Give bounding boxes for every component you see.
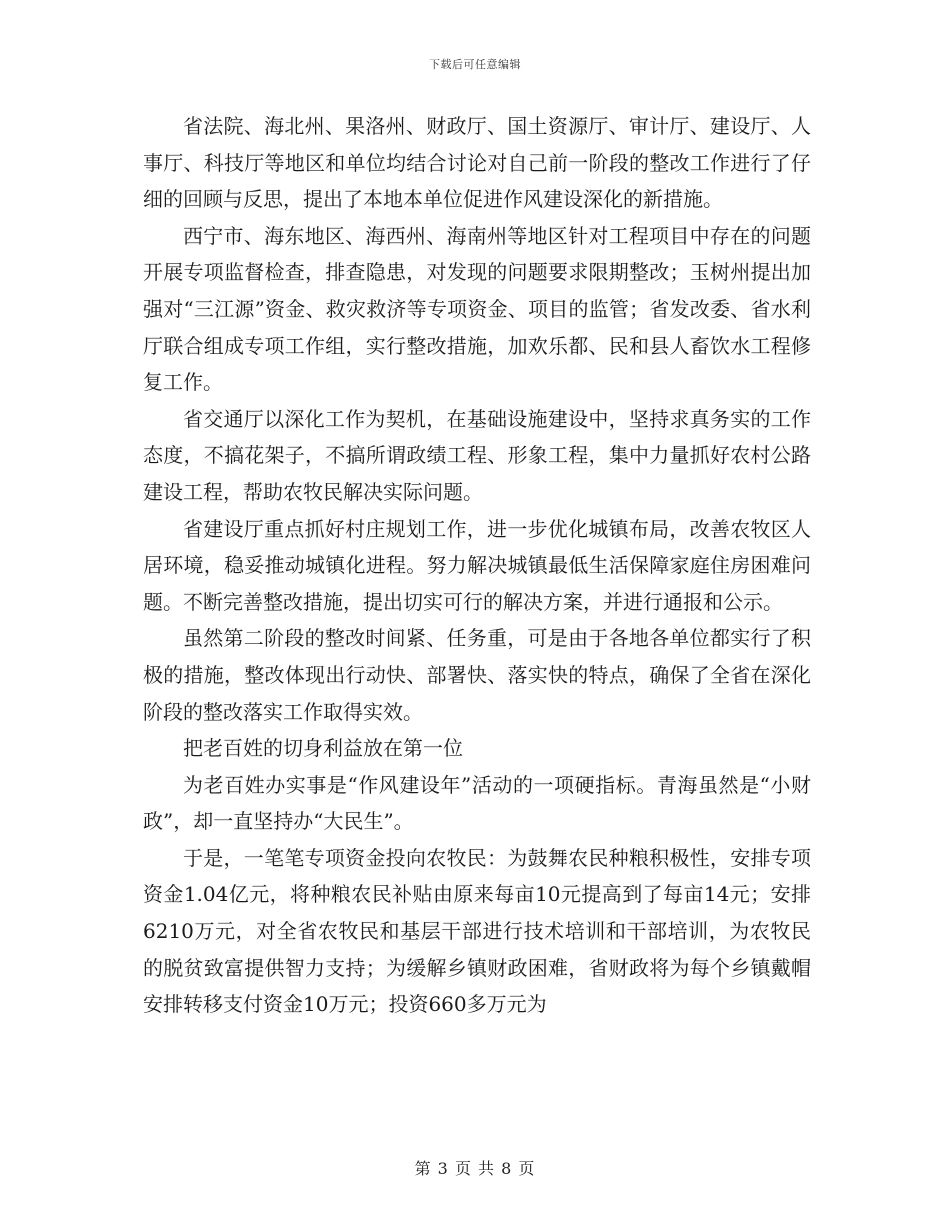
paragraph-6: 为老百姓办实事是“作风建设年”活动的一项硬指标。青海虽然是“小财政”，却一直坚持办“大民生”。 (143, 772, 811, 834)
paragraph-2: 西宁市、海东地区、海西州、海南州等地区针对工程项目中存在的问题开展专项监督检查，排查隐患，对发现的问题要求限期整改；玉树州提出加强对“三江源”资金、救灾救济等专项资金、项目的监管；省发改委、省水利厅联合组成专项工作组，实行整改措施，加欢乐都、民和县人畜饮水工程修复工作。 (143, 223, 811, 395)
document-body (143, 108, 811, 1023)
paragraph-5: 虽然第二阶段的整改时间紧、任务重，可是由于各地各单位都实行了积极的措施，整改体现出行动快、部署快、落实快的特点，确保了全省在深化阶段的整改落实工作取得实效。 (143, 626, 811, 724)
page-footer: 第 3 页 共 8 页 (414, 1159, 536, 1178)
section-heading: 把老百姓的切身利益放在第一位 (183, 736, 463, 761)
paragraph-4: 省建设厅重点抓好村庄规划工作，进一步优化城镇布局，改善农牧区人居环境，稳妥推动城镇化进程。努力解决城镇最低生活保障家庭住房困难问题。不断完善整改措施，提出切实可行的解决方案，并进行通报和公示。 (143, 516, 811, 614)
paragraph-7: 于是，一笔笔专项资金投向农牧民：为鼓舞农民种粮积极性，安排专项资金1.04亿元，将种粮农民补贴由原来每亩10元提高到了每亩14元；安排6210万元，对全省农牧民和基层干部进行技术培训和干部培训，为农牧民的脱贫致富提供智力支持；为缓解乡镇财政困难，省财政将为每个乡镇戴帽安排转移支付资金10万元；投资660多万元为 (143, 845, 811, 1017)
paragraph-3: 省交通厅以深化工作为契机，在基础设施建设中，坚持求真务实的工作态度，不搞花架子，不搞所谓政绩工程、形象工程，集中力量抓好农村公路建设工程，帮助农牧民解决实际问题。 (143, 406, 811, 504)
paragraph-1: 省法院、海北州、果洛州、财政厅、国土资源厅、审计厅、建设厅、人事厅、科技厅等地区和单位均结合讨论对自己前一阶段的整改工作进行了仔细的回顾与反思，提出了本地本单位促进作风建设深化的新措施。 (143, 114, 811, 212)
page-header: 下载后可任意编辑 (429, 58, 521, 71)
